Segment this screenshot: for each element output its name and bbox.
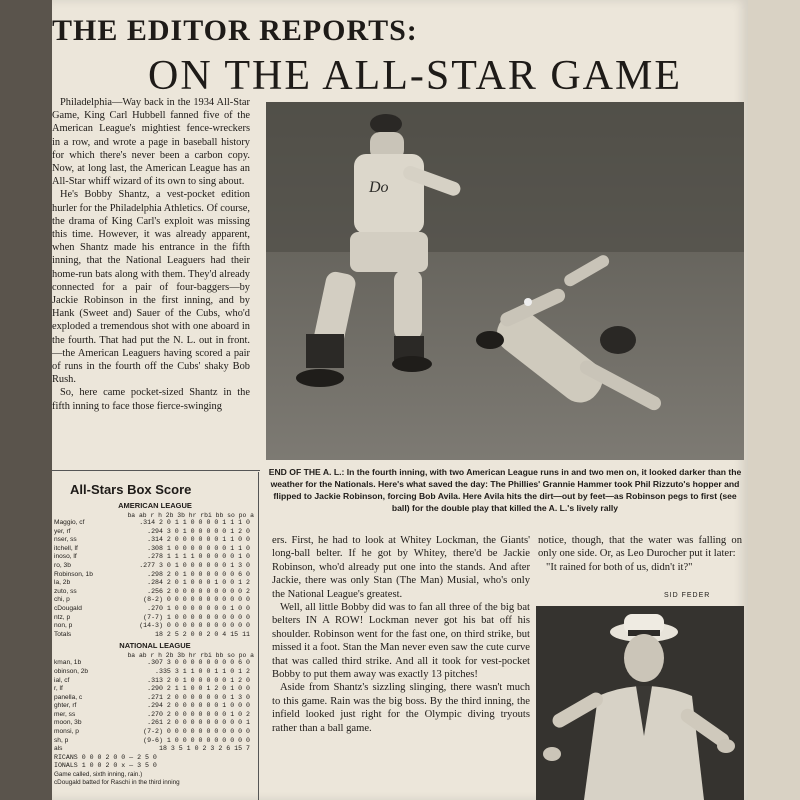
player-stats: 18 2 5 2 0 0 2 0 4 15 11 bbox=[155, 630, 250, 638]
player-stats: .307 3 0 0 0 0 0 0 0 0 6 0 bbox=[147, 659, 250, 667]
section-kicker: THE EDITOR REPORTS: bbox=[52, 14, 418, 47]
caption-text: In the fourth inning, with two American League runs in and two men on, it looked darker than the weather for the Nationals. Here's what saved the day: The Phillies' Grannie Hammer took Phil Rizzuto's hopper and flipped to Jackie Robinson, forcing Bob Avila. Here Avila hits the dirt—out by feet—as Robinson pegs to first (see ball) for the double play that killed the A. L.'s lively rally bbox=[270, 467, 742, 513]
player-name: Robinson, 1b bbox=[54, 570, 93, 578]
stat-header: ba ab r h 2b 3b hr rbi bb so po a bbox=[127, 512, 254, 519]
player-stats: .261 2 0 0 0 0 0 0 0 0 0 1 bbox=[147, 719, 250, 727]
player-stats: (9-6) 1 0 0 0 0 0 0 0 0 0 0 bbox=[143, 736, 250, 744]
magazine-page bbox=[52, 0, 748, 800]
player-name: inoso, lf bbox=[54, 553, 77, 561]
table-row bbox=[54, 668, 254, 677]
player-name: ntz, p bbox=[54, 613, 71, 621]
table-row bbox=[54, 553, 254, 562]
photo-double-play bbox=[266, 102, 744, 460]
player-stats: .256 2 0 0 0 0 0 0 0 0 0 2 bbox=[147, 587, 250, 595]
box-footnote: cDougald batted for Raschi in the third inning bbox=[54, 778, 180, 786]
table-row bbox=[54, 571, 254, 580]
player-name: moon, 3b bbox=[54, 719, 82, 727]
table-row bbox=[54, 702, 254, 711]
table-row bbox=[54, 536, 254, 545]
player-stats: .277 3 0 1 0 0 0 0 0 0 1 3 0 bbox=[139, 561, 250, 569]
player-name: ghter, rf bbox=[54, 702, 77, 710]
player-name: zuto, ss bbox=[54, 587, 77, 595]
photo-editor-image bbox=[536, 606, 744, 800]
player-stats: .335 3 1 1 0 0 1 1 0 1 2 bbox=[155, 667, 250, 675]
table-row bbox=[54, 519, 254, 528]
table-row bbox=[54, 711, 254, 720]
player-name: non, p bbox=[54, 622, 73, 630]
table-row bbox=[54, 545, 254, 554]
player-name: kman, 1b bbox=[54, 659, 82, 667]
table-row bbox=[54, 588, 254, 597]
player-stats: .308 1 0 0 0 0 0 0 0 1 1 0 bbox=[147, 544, 250, 552]
paragraph: ers. First, he had to look at Whitey Lockman, the Giants' long-ball belter. If he got by Whitey, there'd be Jackie Robinson, who'd already put one into the stands. And after Jackie, there was only Stan (The Man) Musial, who's only the National League's greatest. bbox=[272, 535, 530, 600]
league-label: AMERICAN LEAGUE bbox=[118, 501, 192, 510]
byline: SID FEDER bbox=[664, 592, 711, 599]
player-name: panella, c bbox=[54, 693, 83, 701]
player-stats: (7-7) 1 0 0 0 0 0 0 0 0 0 0 bbox=[143, 613, 250, 621]
box-score bbox=[52, 472, 259, 800]
line-score-row: IONALS 1 0 0 2 0 x — 3 5 0 bbox=[54, 762, 157, 770]
table-row bbox=[54, 728, 254, 737]
player-name: Totals bbox=[54, 630, 72, 638]
player-stats: .294 2 0 0 0 0 0 0 1 0 0 0 bbox=[147, 702, 250, 710]
player-name: ial, cf bbox=[54, 676, 70, 684]
article-headline: ON THE ALL-STAR GAME bbox=[148, 53, 683, 99]
player-name: itchell, lf bbox=[54, 544, 78, 552]
photo-caption bbox=[266, 466, 744, 514]
american-league-table bbox=[54, 519, 254, 639]
player-name: mer, ss bbox=[54, 710, 76, 718]
player-name: chi, p bbox=[54, 596, 70, 604]
player-stats: (14-3) 0 0 0 0 0 0 0 0 0 0 0 bbox=[139, 622, 250, 630]
player-name: la, 2b bbox=[54, 579, 71, 587]
player-stats: .294 3 0 1 0 0 0 0 0 1 2 0 bbox=[147, 527, 250, 535]
paragraph: So, here came pocket-sized Shantz in the fifth inning to face those fierce-swinging bbox=[52, 387, 250, 412]
box-footnote: Game called, sixth inning, rain.) bbox=[54, 770, 143, 778]
player-stats: (7-2) 0 0 0 0 0 0 0 0 0 0 0 bbox=[143, 728, 250, 736]
quote: "It rained for both of us, didn't it?" bbox=[546, 561, 693, 573]
table-row bbox=[54, 659, 254, 668]
player-name: nser, ss bbox=[54, 536, 77, 544]
player-name: sh, p bbox=[54, 736, 69, 744]
table-row bbox=[54, 631, 254, 640]
table-row bbox=[54, 677, 254, 686]
table-row bbox=[54, 745, 254, 754]
player-name: monsi, p bbox=[54, 728, 79, 736]
table-row bbox=[54, 685, 254, 694]
table-row bbox=[54, 579, 254, 588]
player-name: yer, rf bbox=[54, 527, 71, 535]
paragraph: He's Bobby Shantz, a vest-pocket edition hurler for the Philadelphia Athletics. Of course, the drama of King Carl's exploit was missing this time. However, it was already apparent, when Shantz made his entrance in the fifth inning, that the National Leaguers had their home-run bats along with them. They'd already connected for a pair of four-baggers—by Jackie Robinson in the first inning, and by Hank (Sweet and) Sauer of the Cubs, who'd exploded a tremendous shot with one aboard in the fourth. That had put the N. L. out in front. —the American Leaguers having scored a pair of runs in the fourth off the Cubs' shaky Bob Rush. bbox=[52, 189, 250, 386]
player-stats: .278 1 1 1 1 0 0 0 0 0 1 0 bbox=[147, 553, 250, 561]
paragraph: Aside from Shantz's sizzling slinging, there wasn't much to this game. Rain was the big boss. By the third inning, the infield looked just right for the Olympic diving tryouts rather than a ball game. bbox=[272, 682, 530, 734]
table-row bbox=[54, 528, 254, 537]
player-stats: .313 2 0 1 0 0 0 0 0 1 2 0 bbox=[147, 676, 250, 684]
player-stats: .284 2 0 1 0 0 0 1 0 0 1 2 bbox=[147, 579, 250, 587]
league-label: NATIONAL LEAGUE bbox=[119, 641, 191, 651]
middle-column bbox=[272, 534, 530, 800]
right-column bbox=[538, 534, 742, 604]
caption-lead: END OF THE A. L.: bbox=[268, 467, 345, 477]
player-stats: .314 2 0 0 0 0 0 0 1 1 0 0 bbox=[147, 536, 250, 544]
player-stats: .290 2 1 1 0 0 1 2 0 1 0 0 bbox=[147, 685, 250, 693]
page-edge bbox=[748, 0, 800, 800]
paragraph: Well, all little Bobby did was to fan all three of the big bat belters IN A ROW! Lockman never got his bat off his shoulder. Robinson went for the fast one, on third strike, but missed it a foot. Stan the Man never even saw the cute curve that was called third strike. And all it took for vest-pocket Bobby to put them away was exactly 13 pitches! bbox=[272, 602, 530, 681]
svg-text:Do: Do bbox=[369, 179, 389, 196]
player-name: cDougald bbox=[54, 604, 82, 612]
divider bbox=[52, 470, 260, 471]
player-name: Maggio, cf bbox=[54, 519, 85, 526]
player-name: als bbox=[54, 745, 63, 753]
player-stats: .270 1 0 0 0 0 0 0 0 1 0 0 bbox=[147, 604, 250, 612]
player-name: obinson, 2b bbox=[54, 667, 89, 675]
player-name: ro, 3b bbox=[54, 561, 71, 569]
table-row bbox=[54, 614, 254, 623]
photo-editor bbox=[536, 606, 744, 800]
player-stats: .298 2 0 1 0 0 0 0 0 0 6 0 bbox=[147, 570, 250, 578]
player-name: r, lf bbox=[54, 685, 63, 693]
player-stats: .271 2 0 0 0 0 0 0 0 1 3 0 bbox=[147, 693, 250, 701]
line-score-row: RICANS 0 0 0 2 0 0 — 2 5 0 bbox=[54, 753, 157, 761]
table-row bbox=[54, 596, 254, 605]
table-row bbox=[54, 737, 254, 746]
stat-header: ba ab r h 2b 3b hr rbi bb so po a bbox=[127, 652, 254, 660]
national-league-table bbox=[54, 659, 254, 754]
player-stats: .314 2 0 1 1 0 0 0 0 1 1 1 0 bbox=[139, 519, 250, 526]
paragraph: Philadelphia—Way back in the 1934 All-Star Game, King Carl Hubbell fanned five of the American League's mightiest fence-wreckers in a row, and wrote a page in baseball history for which there's never been a carbon copy. Now, at long last, the American League has an All-Star whiff wizard of its own to sing about. bbox=[52, 97, 250, 188]
player-stats: .270 2 0 0 0 0 0 0 0 1 0 2 bbox=[147, 710, 250, 718]
table-row bbox=[54, 694, 254, 703]
table-row bbox=[54, 622, 254, 631]
player-stats: (8-2) 0 0 0 0 0 0 0 0 0 0 0 bbox=[143, 596, 250, 604]
box-score-title: All-Stars Box Score bbox=[70, 482, 192, 497]
table-row bbox=[54, 562, 254, 571]
paragraph: notice, though, that the water was falling on only one side. Or, as Leo Durocher put it later: bbox=[538, 535, 742, 560]
table-row bbox=[54, 605, 254, 614]
photo-double-play-image bbox=[266, 102, 744, 460]
player-stats: 18 3 5 1 0 2 3 2 6 15 7 bbox=[158, 745, 250, 753]
left-column bbox=[52, 96, 250, 460]
table-row bbox=[54, 719, 254, 728]
